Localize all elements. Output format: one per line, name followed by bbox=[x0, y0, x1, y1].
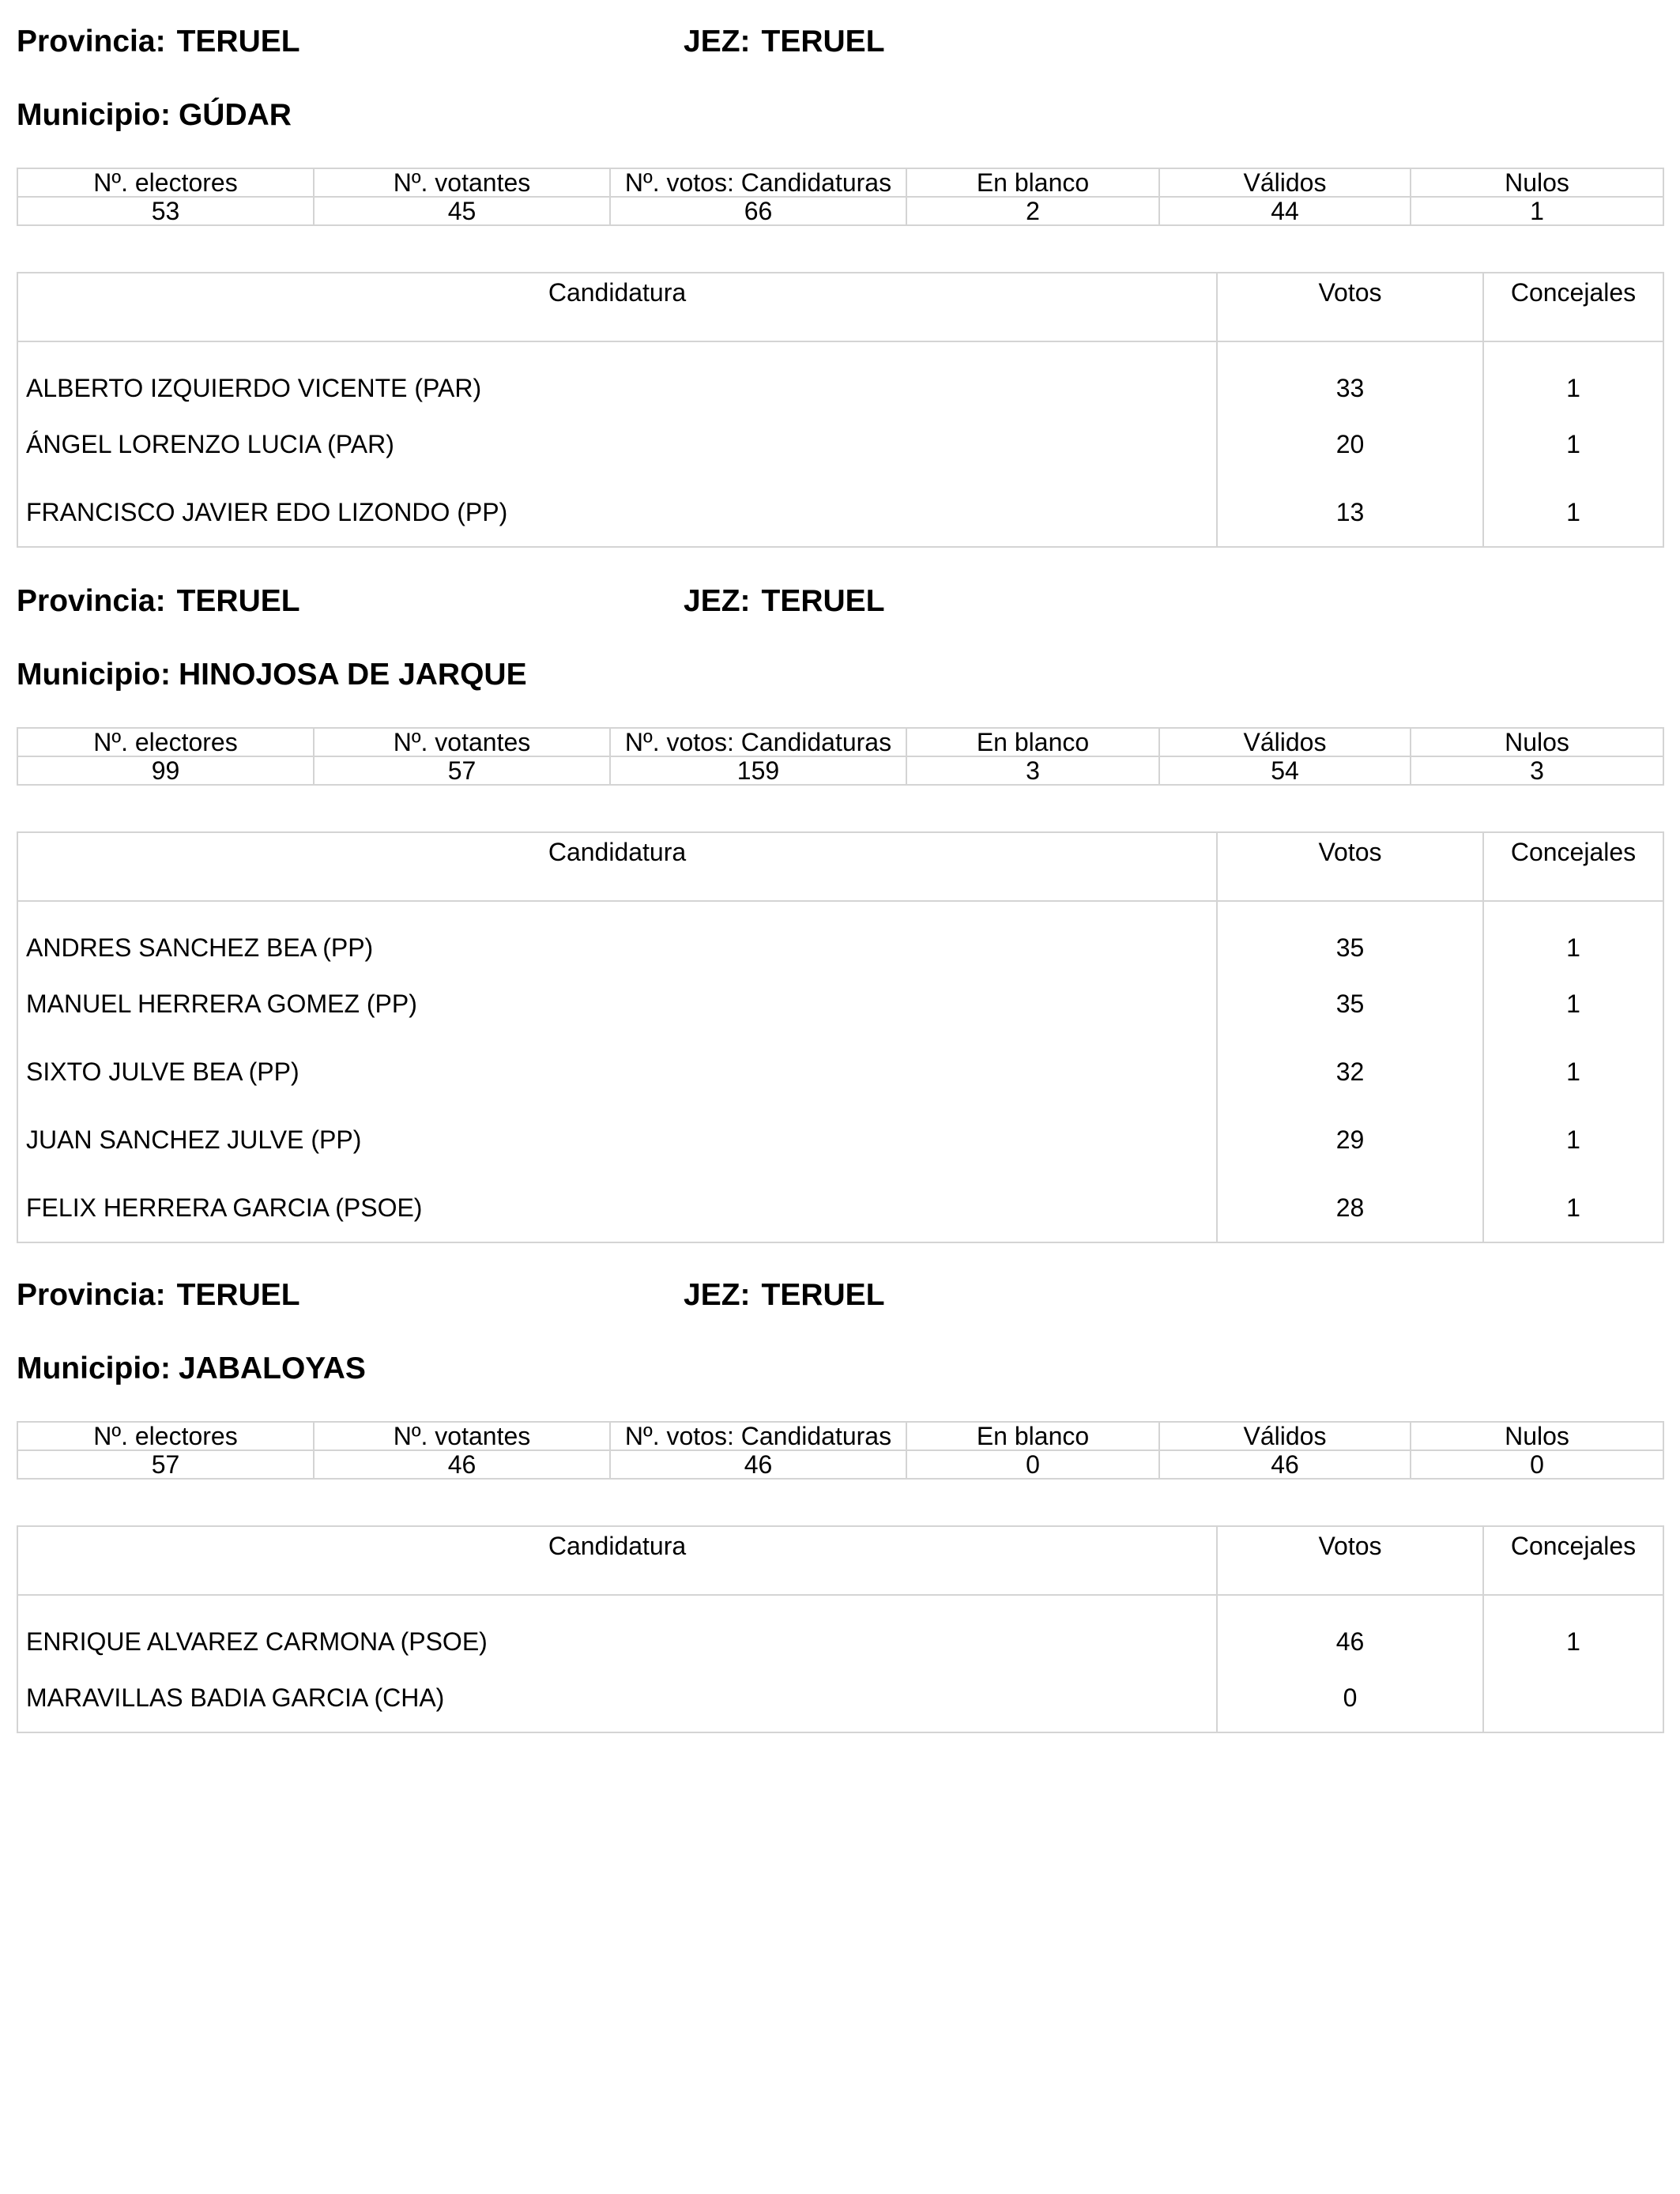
stats-value-row bbox=[17, 756, 1663, 785]
stats-header-cell: Válidos bbox=[1159, 728, 1411, 756]
candidate-name: ANDRES SANCHEZ BEA (PP) bbox=[17, 901, 1217, 970]
candidate-councillors: 1 bbox=[1483, 1174, 1663, 1242]
stats-value-cell: 99 bbox=[17, 756, 314, 785]
stats-value-row bbox=[17, 197, 1663, 225]
candidates-header-cell: Votos bbox=[1217, 1526, 1483, 1595]
candidate-row bbox=[17, 1174, 1663, 1242]
candidate-row bbox=[17, 1038, 1663, 1106]
candidate-row bbox=[17, 1664, 1663, 1732]
stats-table bbox=[17, 727, 1664, 786]
stats-value-cell: 54 bbox=[1159, 756, 1411, 785]
candidates-header-cell: Candidatura bbox=[17, 273, 1217, 341]
stats-value-cell: 1 bbox=[1411, 197, 1663, 225]
stats-value-cell: 66 bbox=[610, 197, 906, 225]
provincia-label: Provincia: bbox=[17, 584, 166, 618]
candidate-votes: 0 bbox=[1217, 1664, 1483, 1732]
provincia-value: TERUEL bbox=[176, 1278, 300, 1312]
stats-value-cell: 44 bbox=[1159, 197, 1411, 225]
candidates-table bbox=[17, 1525, 1664, 1733]
candidate-name: FELIX HERRERA GARCIA (PSOE) bbox=[17, 1174, 1217, 1242]
municipio-heading bbox=[17, 97, 292, 134]
provincia-label: Provincia: bbox=[17, 25, 166, 58]
provincia-heading bbox=[17, 1277, 300, 1314]
municipio-label: Municipio: bbox=[17, 98, 171, 132]
stats-value-cell: 46 bbox=[1159, 1450, 1411, 1479]
candidates-header-cell: Votos bbox=[1217, 832, 1483, 901]
stats-header-cell: Nº. votantes bbox=[314, 1422, 610, 1450]
jez-heading bbox=[684, 1277, 885, 1314]
stats-header-cell: Nº. votos: Candidaturas bbox=[610, 168, 906, 197]
candidate-row bbox=[17, 410, 1663, 478]
stats-header-cell: Nulos bbox=[1411, 728, 1663, 756]
stats-table bbox=[17, 168, 1664, 226]
stats-value-cell: 159 bbox=[610, 756, 906, 785]
stats-header-cell: Nº. electores bbox=[17, 168, 314, 197]
candidate-votes: 35 bbox=[1217, 970, 1483, 1038]
candidate-row bbox=[17, 1106, 1663, 1174]
stats-header-cell: En blanco bbox=[906, 168, 1159, 197]
stats-value-cell: 46 bbox=[610, 1450, 906, 1479]
candidate-councillors: 1 bbox=[1483, 341, 1663, 410]
candidates-header-cell: Candidatura bbox=[17, 832, 1217, 901]
candidate-votes: 35 bbox=[1217, 901, 1483, 970]
municipio-value: JABALOYAS bbox=[178, 1351, 366, 1385]
municipio-label: Municipio: bbox=[17, 1351, 171, 1385]
provincia-heading bbox=[17, 24, 300, 60]
stats-header-row bbox=[17, 168, 1663, 197]
candidate-votes: 28 bbox=[1217, 1174, 1483, 1242]
candidates-header-cell: Concejales bbox=[1483, 273, 1663, 341]
candidate-votes: 13 bbox=[1217, 478, 1483, 547]
stats-header-cell: Nº. votos: Candidaturas bbox=[610, 728, 906, 756]
jez-value: TERUEL bbox=[761, 25, 885, 58]
jez-label: JEZ: bbox=[684, 25, 751, 58]
candidate-name: JUAN SANCHEZ JULVE (PP) bbox=[17, 1106, 1217, 1174]
jez-label: JEZ: bbox=[684, 1278, 751, 1312]
provincia-label: Provincia: bbox=[17, 1278, 166, 1312]
municipio-value: HINOJOSA DE JARQUE bbox=[178, 658, 527, 692]
stats-header-cell: Nº. electores bbox=[17, 1422, 314, 1450]
candidates-header-cell: Candidatura bbox=[17, 1526, 1217, 1595]
candidate-votes: 33 bbox=[1217, 341, 1483, 410]
stats-value-cell: 57 bbox=[17, 1450, 314, 1479]
municipio-heading bbox=[17, 1351, 366, 1387]
stats-header-cell: En blanco bbox=[906, 728, 1159, 756]
candidates-header-cell: Concejales bbox=[1483, 832, 1663, 901]
stats-header-cell: Nº. votantes bbox=[314, 168, 610, 197]
stats-header-cell: En blanco bbox=[906, 1422, 1159, 1450]
stats-value-cell: 53 bbox=[17, 197, 314, 225]
stats-header-cell: Nº. electores bbox=[17, 728, 314, 756]
candidate-councillors: 1 bbox=[1483, 1106, 1663, 1174]
candidate-councillors bbox=[1483, 1664, 1663, 1732]
stats-value-row bbox=[17, 1450, 1663, 1479]
candidate-row bbox=[17, 341, 1663, 410]
candidate-name: MANUEL HERRERA GOMEZ (PP) bbox=[17, 970, 1217, 1038]
candidate-councillors: 1 bbox=[1483, 901, 1663, 970]
candidate-votes: 20 bbox=[1217, 410, 1483, 478]
provincia-heading bbox=[17, 583, 300, 620]
municipio-value: GÚDAR bbox=[178, 98, 292, 132]
candidates-table bbox=[17, 272, 1664, 548]
candidate-councillors: 1 bbox=[1483, 410, 1663, 478]
jez-value: TERUEL bbox=[761, 584, 885, 618]
stats-header-row bbox=[17, 1422, 1663, 1450]
jez-label: JEZ: bbox=[684, 584, 751, 618]
stats-value-cell: 0 bbox=[1411, 1450, 1663, 1479]
stats-value-cell: 0 bbox=[906, 1450, 1159, 1479]
municipio-heading bbox=[17, 657, 527, 693]
stats-header-row bbox=[17, 728, 1663, 756]
candidates-header-cell: Concejales bbox=[1483, 1526, 1663, 1595]
candidate-name: ALBERTO IZQUIERDO VICENTE (PAR) bbox=[17, 341, 1217, 410]
provincia-value: TERUEL bbox=[176, 25, 300, 58]
stats-value-cell: 3 bbox=[1411, 756, 1663, 785]
candidate-row bbox=[17, 901, 1663, 970]
stats-value-cell: 2 bbox=[906, 197, 1159, 225]
candidate-name: SIXTO JULVE BEA (PP) bbox=[17, 1038, 1217, 1106]
stats-header-cell: Nº. votos: Candidaturas bbox=[610, 1422, 906, 1450]
candidate-row bbox=[17, 970, 1663, 1038]
candidate-name: MARAVILLAS BADIA GARCIA (CHA) bbox=[17, 1664, 1217, 1732]
stats-table bbox=[17, 1421, 1664, 1480]
candidate-name: ENRIQUE ALVAREZ CARMONA (PSOE) bbox=[17, 1595, 1217, 1664]
candidate-councillors: 1 bbox=[1483, 1595, 1663, 1664]
stats-header-cell: Nulos bbox=[1411, 168, 1663, 197]
candidates-header-row bbox=[17, 832, 1663, 901]
stats-header-cell: Válidos bbox=[1159, 168, 1411, 197]
stats-value-cell: 3 bbox=[906, 756, 1159, 785]
candidate-row bbox=[17, 1595, 1663, 1664]
candidate-councillors: 1 bbox=[1483, 970, 1663, 1038]
candidate-name: FRANCISCO JAVIER EDO LIZONDO (PP) bbox=[17, 478, 1217, 547]
stats-header-cell: Nº. votantes bbox=[314, 728, 610, 756]
candidates-header-cell: Votos bbox=[1217, 273, 1483, 341]
stats-header-cell: Nulos bbox=[1411, 1422, 1663, 1450]
jez-heading bbox=[684, 24, 885, 60]
stats-value-cell: 45 bbox=[314, 197, 610, 225]
candidate-votes: 29 bbox=[1217, 1106, 1483, 1174]
candidate-name: ÁNGEL LORENZO LUCIA (PAR) bbox=[17, 410, 1217, 478]
candidate-votes: 32 bbox=[1217, 1038, 1483, 1106]
candidate-votes: 46 bbox=[1217, 1595, 1483, 1664]
candidates-header-row bbox=[17, 1526, 1663, 1595]
provincia-value: TERUEL bbox=[176, 584, 300, 618]
jez-heading bbox=[684, 583, 885, 620]
jez-value: TERUEL bbox=[761, 1278, 885, 1312]
candidates-table bbox=[17, 831, 1664, 1243]
stats-value-cell: 46 bbox=[314, 1450, 610, 1479]
candidate-councillors: 1 bbox=[1483, 478, 1663, 547]
stats-header-cell: Válidos bbox=[1159, 1422, 1411, 1450]
candidates-header-row bbox=[17, 273, 1663, 341]
candidate-row bbox=[17, 478, 1663, 547]
municipio-label: Municipio: bbox=[17, 658, 171, 692]
stats-value-cell: 57 bbox=[314, 756, 610, 785]
candidate-councillors: 1 bbox=[1483, 1038, 1663, 1106]
